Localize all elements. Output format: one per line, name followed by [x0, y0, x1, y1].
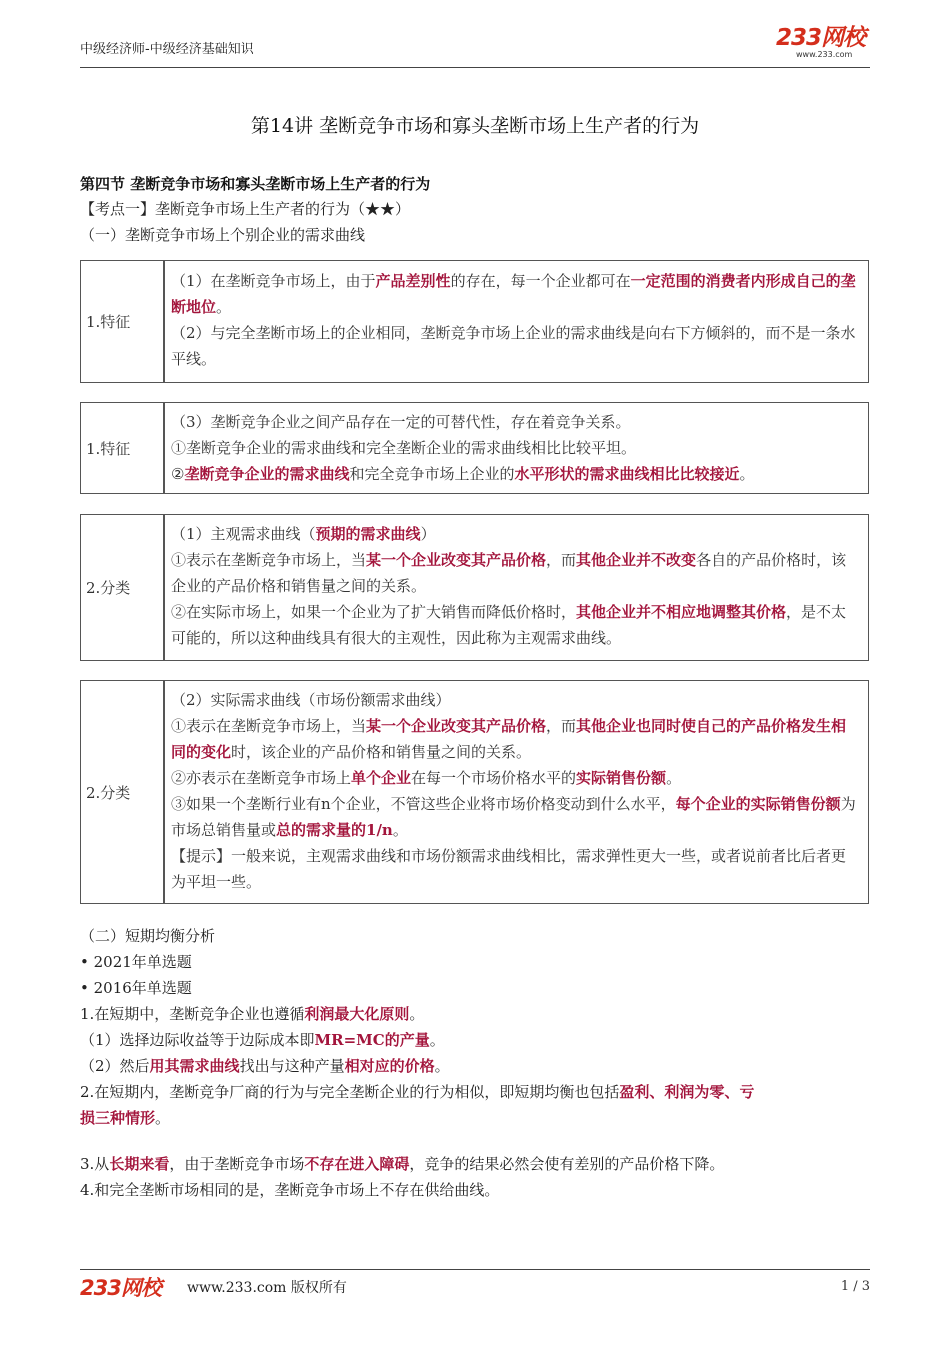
- list-item: • 2016年单选题: [80, 979, 192, 997]
- paragraph: （2）与完全垄断市场上的企业相同，垄断竞争市场上企业的需求曲线是向右下方倾斜的，而不是一条水平线。: [171, 324, 856, 368]
- paragraph: ②亦表示在垄断竞争市场上单个企业在每一个市场价格水平的实际销售份额。: [171, 769, 682, 787]
- paragraph: ③如果一个垄断行业有n个企业，不管这些企业将市场价格变动到什么水平，每个企业的实际销售份额为市场总销售量或总的需求量的1/n。: [171, 795, 856, 839]
- text-line: 损三种情形。: [80, 1109, 171, 1127]
- subsection-heading: （一）垄断竞争市场上个别企业的需求曲线: [80, 226, 366, 244]
- footer-copyright: www.233.com 版权所有: [187, 1280, 347, 1296]
- paragraph: ②垄断竞争企业的需求曲线和完全竞争市场上企业的水平形状的需求曲线相比比较接近。: [171, 465, 755, 483]
- paragraph: 【提示】一般来说，主观需求曲线和市场份额需求曲线相比，需求弹性更大一些，或者说前者比后者更为平坦一些。: [171, 847, 847, 891]
- header-divider: [80, 67, 870, 68]
- table-content: [165, 261, 868, 382]
- footer-divider: [80, 1269, 870, 1270]
- paragraph: ②在实际市场上，如果一个企业为了扩大销售而降低价格时，其他企业并不相应地调整其价格，是不太可能的，所以这种曲线具有很大的主观性，因此称为主观需求曲线。: [171, 603, 847, 647]
- logo-text: 233网校: [776, 25, 866, 51]
- paragraph: （1）主观需求曲线（预期的需求曲线）: [171, 525, 436, 543]
- paragraph: ①表示在垄断竞争市场上，当某一个企业改变其产品价格，而其他企业也同时使自己的产品价格发生相同的变化时，该企业的产品价格和销售量之间的关系。: [171, 717, 847, 761]
- text-line: （2）然后用其需求曲线找出与这种产量相对应的价格。: [80, 1057, 450, 1075]
- table-features-1: [80, 260, 869, 383]
- page-number: 1 / 3: [840, 1279, 870, 1294]
- list-item: • 2021年单选题: [80, 953, 192, 971]
- table-classification-1: [80, 514, 869, 661]
- paragraph: ①垄断竞争企业的需求曲线和完全垄断企业的需求曲线相比比较平坦。: [171, 439, 637, 457]
- paragraph: ①表示在垄断竞争市场上，当某一个企业改变其产品价格，而其他企业并不改变各自的产品价格时，该企业的产品价格和销售量之间的关系。: [171, 551, 847, 595]
- table-content: [165, 681, 868, 903]
- table-classification-2: [80, 680, 869, 904]
- header-title: 中级经济师-中级经济基础知识: [80, 42, 254, 57]
- table-label: 2.分类: [81, 515, 165, 660]
- paragraph: （3）垄断竞争企业之间产品存在一定的可替代性，存在着竞争关系。: [171, 413, 631, 431]
- document-title: 第14讲 垄断竞争市场和寡头垄断市场上生产者的行为: [250, 115, 700, 137]
- logo-url: www.233.com: [796, 50, 853, 59]
- text-line: 1.在短期中，垄断竞争企业也遵循利润最大化原则。: [80, 1005, 425, 1023]
- table-content: [165, 515, 868, 660]
- paragraph: （1）在垄断竞争市场上，由于产品差别性的存在，每一个企业都可在一定范围的消费者内形成自己的垄断地位。: [171, 272, 856, 316]
- table-label: 2.分类: [81, 681, 165, 903]
- section-heading: 第四节 垄断竞争市场和寡头垄断市场上生产者的行为: [80, 175, 431, 193]
- text-line: 4.和完全垄断市场相同的是，垄断竞争市场上不存在供给曲线。: [80, 1181, 500, 1199]
- paragraph: （2）实际需求曲线（市场份额需求曲线）: [171, 691, 451, 709]
- text-line: 2.在短期内，垄断竞争厂商的行为与完全垄断企业的行为相似，即短期均衡也包括盈利、利润为零、亏: [80, 1083, 755, 1101]
- table-label: 1.特征: [81, 403, 165, 493]
- point-heading: 【考点一】垄断竞争市场上生产者的行为（★★）: [80, 200, 411, 218]
- brand-logo[interactable]: [776, 25, 866, 59]
- table-features-2: [80, 402, 869, 494]
- text-line: （1）选择边际收益等于边际成本即MR=MC的产量。: [80, 1031, 445, 1049]
- footer-logo[interactable]: 233网校: [80, 1276, 161, 1300]
- subsection-heading: （二）短期均衡分析: [80, 927, 216, 945]
- table-content: [165, 403, 868, 493]
- table-label: 1.特征: [81, 261, 165, 382]
- text-line: 3.从长期来看，由于垄断竞争市场不存在进入障碍，竞争的结果必然会使有差别的产品价格下降。: [80, 1155, 725, 1173]
